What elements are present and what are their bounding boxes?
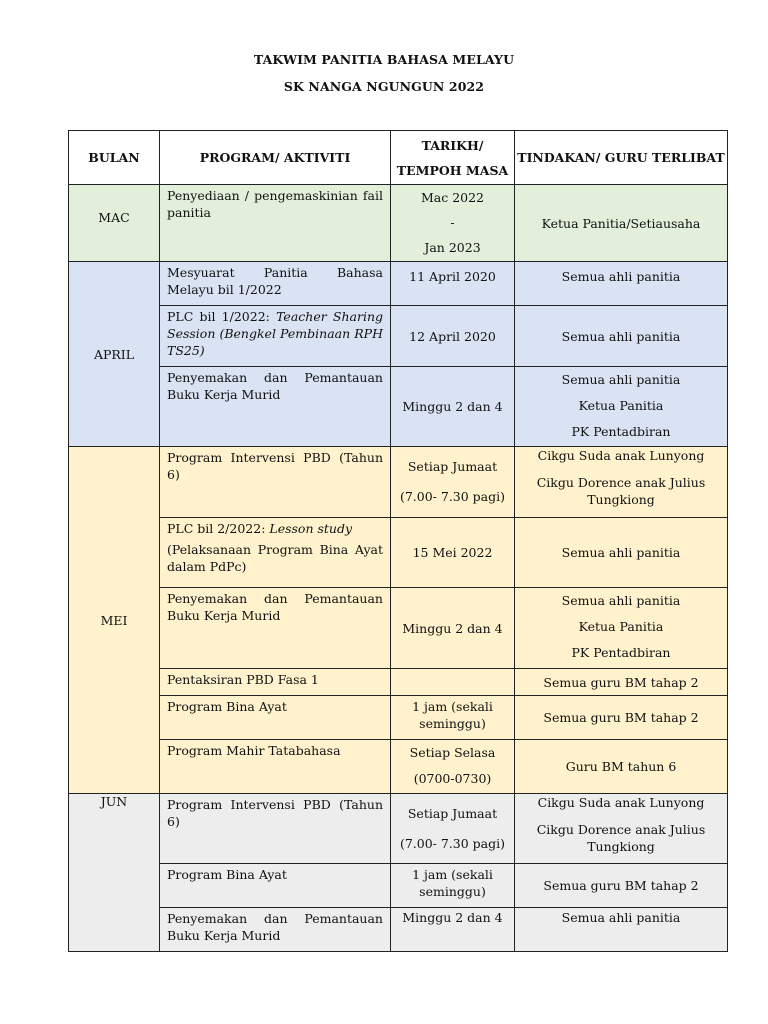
tindakan-cell: Ketua Panitia/Setiausaha (515, 185, 728, 262)
tindakan-cell (515, 794, 728, 864)
table-row (69, 447, 728, 518)
tarikh-line: - (450, 215, 455, 230)
tarikh-line: Setiap Jumaat (407, 805, 498, 821)
tindakan-line: PK Pentadbiran (571, 424, 671, 439)
tarikh-line: (7.00- 7.30 pagi) (399, 835, 506, 851)
tindakan-cell: Semua guru BM tahap 2 (515, 669, 728, 696)
tarikh-cell: Minggu 2 dan 4 (391, 367, 515, 447)
tindakan-cell: Guru BM tahun 6 (515, 740, 728, 794)
table-row (69, 262, 728, 306)
table-row (69, 908, 728, 952)
tindakan-cell (515, 588, 728, 669)
tindakan-cell: Semua guru BM tahap 2 (515, 864, 728, 908)
tindakan-line: Cikgu Suda anak Lunyong (537, 448, 705, 463)
tarikh-cell (391, 185, 515, 262)
table-row (69, 696, 728, 740)
tindakan-line: Ketua Panitia (578, 619, 664, 634)
program-cell (160, 518, 391, 588)
program-cell: Penyemakan dan Pemantauan Buku Kerja Murid (160, 588, 391, 669)
tarikh-line: (7.00- 7.30 pagi) (399, 489, 506, 504)
table-row (69, 864, 728, 908)
table-row (69, 185, 728, 262)
program-cell (160, 306, 391, 367)
program-cell: Program Intervensi PBD (Tahun 6) (160, 447, 391, 518)
header-tindakan: TINDAKAN/ GURU TERLIBAT (515, 131, 728, 185)
tarikh-cell: 12 April 2020 (391, 306, 515, 367)
tindakan-cell: Semua ahli panitia (515, 306, 728, 367)
tindakan-cell (515, 367, 728, 447)
table-row (69, 740, 728, 794)
table-row (69, 669, 728, 696)
program-cell: Penyediaan / pengemaskinian fail panitia (160, 185, 391, 262)
header-program: PROGRAM/ AKTIVITI (160, 131, 391, 185)
tarikh-line: Setiap Jumaat (407, 459, 498, 474)
tarikh-line: (0700-0730) (413, 771, 492, 786)
tindakan-line: Semua ahli panitia (561, 372, 681, 387)
document-title: TAKWIM PANITIA BAHASA MELAYU (253, 52, 515, 67)
header-tarikh (391, 131, 515, 185)
tarikh-line: Setiap Selasa (409, 745, 496, 760)
tindakan-cell (515, 447, 728, 518)
month-april: APRIL (69, 262, 160, 447)
program-cell: Mesyuarat Panitia Bahasa Melayu bil 1/2022 (160, 262, 391, 306)
table-row (69, 518, 728, 588)
month-jun: JUN (69, 794, 160, 952)
tindakan-cell: Semua ahli panitia (515, 262, 728, 306)
month-mei: MEI (69, 447, 160, 794)
program-italic: Teacher Sharing Session (Bengkel Pembinaan RPH TS25) (167, 309, 383, 358)
program-cell: Program Bina Ayat (160, 864, 391, 908)
document-subtitle: SK NANGA NGUNGUN 2022 (283, 79, 485, 94)
program-prefix: PLC bil 2/2022: (167, 521, 270, 536)
tarikh-cell (391, 669, 515, 696)
header-bulan: BULAN (69, 131, 160, 185)
tarikh-cell: Minggu 2 dan 4 (391, 588, 515, 669)
header-tarikh-line2: TEMPOH MASA (396, 162, 509, 178)
header-tarikh-line1: TARIKH/ (421, 137, 484, 153)
tarikh-cell: 11 April 2020 (391, 262, 515, 306)
program-prefix: PLC bil 1/2022: (167, 309, 277, 324)
table-row (69, 794, 728, 864)
tarikh-cell: Minggu 2 dan 4 (391, 908, 515, 952)
tarikh-cell: 1 jam (sekali seminggu) (391, 696, 515, 740)
tindakan-line: Semua ahli panitia (561, 593, 681, 608)
program-cell: Pentaksiran PBD Fasa 1 (160, 669, 391, 696)
tarikh-line: Jan 2023 (424, 240, 481, 255)
tindakan-line: PK Pentadbiran (571, 645, 671, 660)
tindakan-cell: Semua ahli panitia (515, 908, 728, 952)
tarikh-line: Mac 2022 (420, 190, 485, 205)
table-row (69, 367, 728, 447)
table-row (69, 306, 728, 367)
program-cell: Program Mahir Tatabahasa (160, 740, 391, 794)
calendar-table (68, 130, 728, 952)
tarikh-cell: 15 Mei 2022 (391, 518, 515, 588)
table-header-row (69, 131, 728, 185)
tindakan-line: Cikgu Dorence anak Julius Tungkiong (536, 822, 706, 854)
tarikh-cell (391, 447, 515, 518)
table-row (69, 588, 728, 669)
program-cell: Program Bina Ayat (160, 696, 391, 740)
program-cell: Penyemakan dan Pemantauan Buku Kerja Murid (160, 367, 391, 447)
tindakan-line: Cikgu Dorence anak Julius Tungkiong (536, 475, 706, 507)
month-mac: MAC (69, 185, 160, 262)
program-cell: Penyemakan dan Pemantauan Buku Kerja Murid (160, 908, 391, 952)
tindakan-cell: Semua guru BM tahap 2 (515, 696, 728, 740)
tindakan-cell: Semua ahli panitia (515, 518, 728, 588)
tarikh-cell (391, 794, 515, 864)
tindakan-line: Ketua Panitia (578, 398, 664, 413)
tindakan-line: Cikgu Suda anak Lunyong (537, 795, 705, 810)
program-extra: (Pelaksanaan Program Bina Ayat dalam PdPc) (167, 542, 383, 574)
tarikh-cell: 1 jam (sekali seminggu) (391, 864, 515, 908)
program-italic: Lesson study (269, 521, 353, 536)
program-cell: Program Intervensi PBD (Tahun 6) (160, 794, 391, 864)
tarikh-cell (391, 740, 515, 794)
